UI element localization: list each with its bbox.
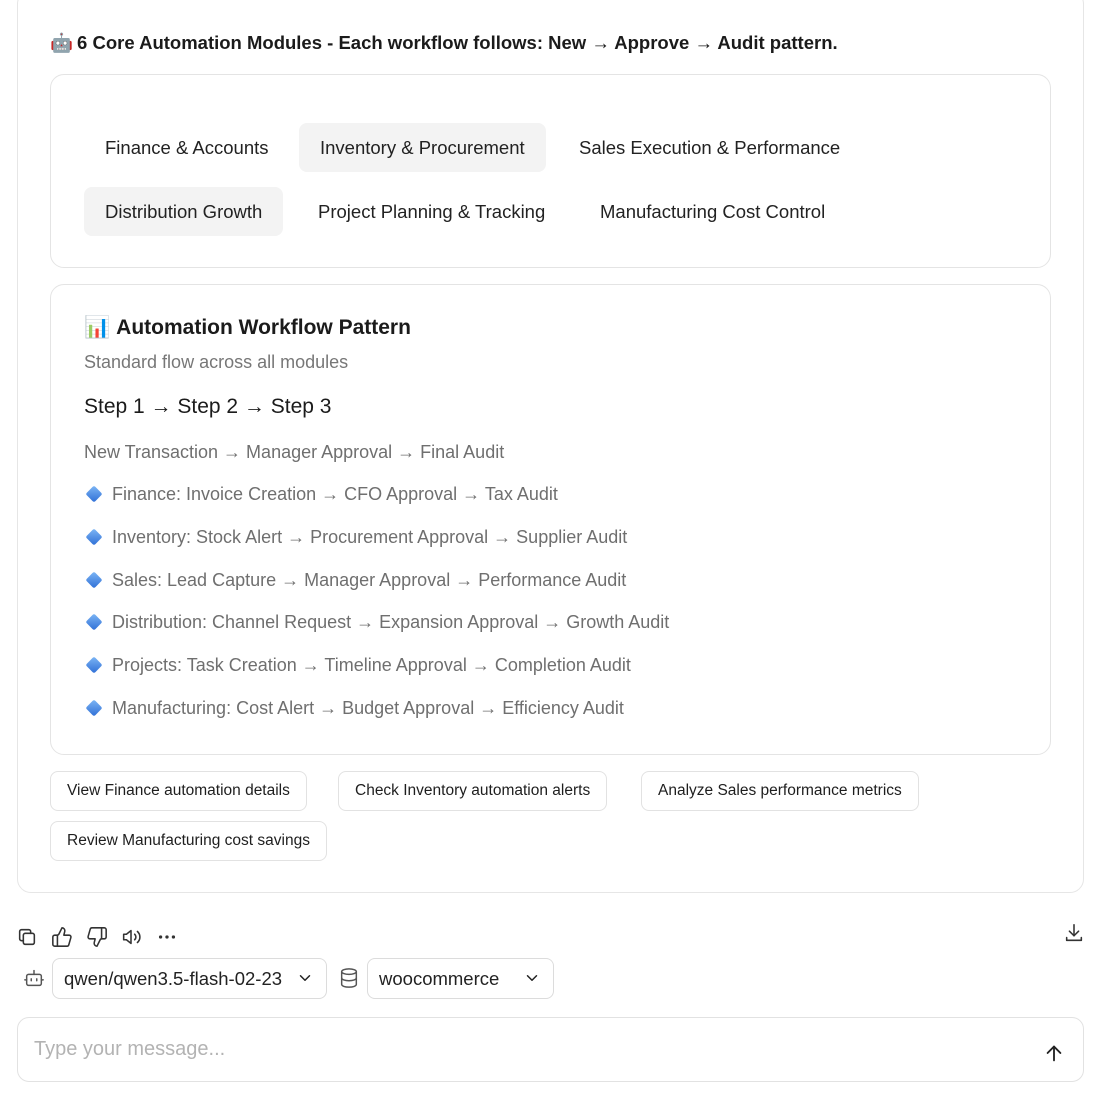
tab-finance-accounts[interactable]: Finance & Accounts: [105, 137, 269, 158]
tab-distribution-growth[interactable]: Distribution Growth: [84, 187, 283, 236]
bot-icon: [23, 967, 45, 989]
blue-diamond-icon: [86, 572, 103, 589]
copy-icon[interactable]: [16, 926, 38, 948]
module-flow-item: Projects: Task Creation → Timeline Approval → Completion Audit: [84, 655, 631, 676]
blue-diamond-icon: [86, 529, 103, 546]
chart-emoji: 📊: [84, 315, 111, 339]
workflow-pattern-card: [50, 284, 1051, 755]
tab-manufacturing-cost[interactable]: Manufacturing Cost Control: [600, 201, 826, 222]
download-icon[interactable]: [1063, 922, 1085, 944]
chevron-down-icon: [523, 969, 541, 987]
suggestion-sales-metrics[interactable]: Analyze Sales performance metrics: [641, 771, 919, 811]
thumbs-up-icon[interactable]: [51, 926, 73, 948]
module-flow-item: Inventory: Stock Alert → Procurement Approval → Supplier Audit: [84, 527, 627, 548]
workflow-pattern-line: New Transaction → Manager Approval → Final Audit: [84, 442, 505, 462]
send-arrow-icon[interactable]: [1043, 1042, 1065, 1064]
more-icon[interactable]: [156, 926, 178, 948]
tab-sales-execution[interactable]: Sales Execution & Performance: [579, 137, 841, 158]
database-icon: [338, 967, 360, 989]
suggestion-manufacturing-savings[interactable]: Review Manufacturing cost savings: [50, 821, 327, 861]
workflow-title: [84, 315, 411, 340]
chevron-down-icon: [296, 969, 314, 987]
robot-emoji: 🤖: [50, 33, 74, 54]
module-flow-item: Finance: Invoice Creation → CFO Approval → Tax Audit: [84, 484, 558, 505]
module-flow-item: Sales: Lead Capture → Manager Approval → Performance Audit: [84, 570, 626, 591]
blue-diamond-icon: [86, 486, 103, 503]
suggestion-finance-details[interactable]: View Finance automation details: [50, 771, 307, 811]
module-tabs-card: [50, 74, 1051, 268]
model-select-value: qwen/qwen3.5-flash-02-23: [64, 968, 283, 989]
model-select[interactable]: [52, 958, 327, 999]
blue-diamond-icon: [86, 614, 103, 631]
workflow-steps: Step 1 → Step 2 → Step 3: [84, 395, 332, 418]
blue-diamond-icon: [86, 657, 103, 674]
headline-text: 6 Core Automation Modules - Each workflow follows: New → Approve → Audit pattern.: [77, 32, 838, 53]
speaker-icon[interactable]: [120, 926, 142, 948]
blue-diamond-icon: [86, 700, 103, 717]
tab-project-planning[interactable]: Project Planning & Tracking: [318, 201, 546, 222]
suggestion-inventory-alerts[interactable]: Check Inventory automation alerts: [338, 771, 607, 811]
database-select-value: woocommerce: [379, 968, 500, 989]
module-flow-item: Distribution: Channel Request → Expansion Approval → Growth Audit: [84, 612, 669, 633]
tab-inventory-procurement[interactable]: Inventory & Procurement: [299, 123, 546, 172]
workflow-title-text: Automation Workflow Pattern: [116, 316, 411, 339]
message-input[interactable]: [34, 1032, 1014, 1066]
thumbs-down-icon[interactable]: [86, 926, 108, 948]
modules-headline: [50, 32, 838, 54]
workflow-subtitle: Standard flow across all modules: [84, 352, 349, 372]
database-select[interactable]: [367, 958, 554, 999]
module-flow-item: Manufacturing: Cost Alert → Budget Approval → Efficiency Audit: [84, 698, 624, 719]
message-composer: [17, 1017, 1084, 1082]
